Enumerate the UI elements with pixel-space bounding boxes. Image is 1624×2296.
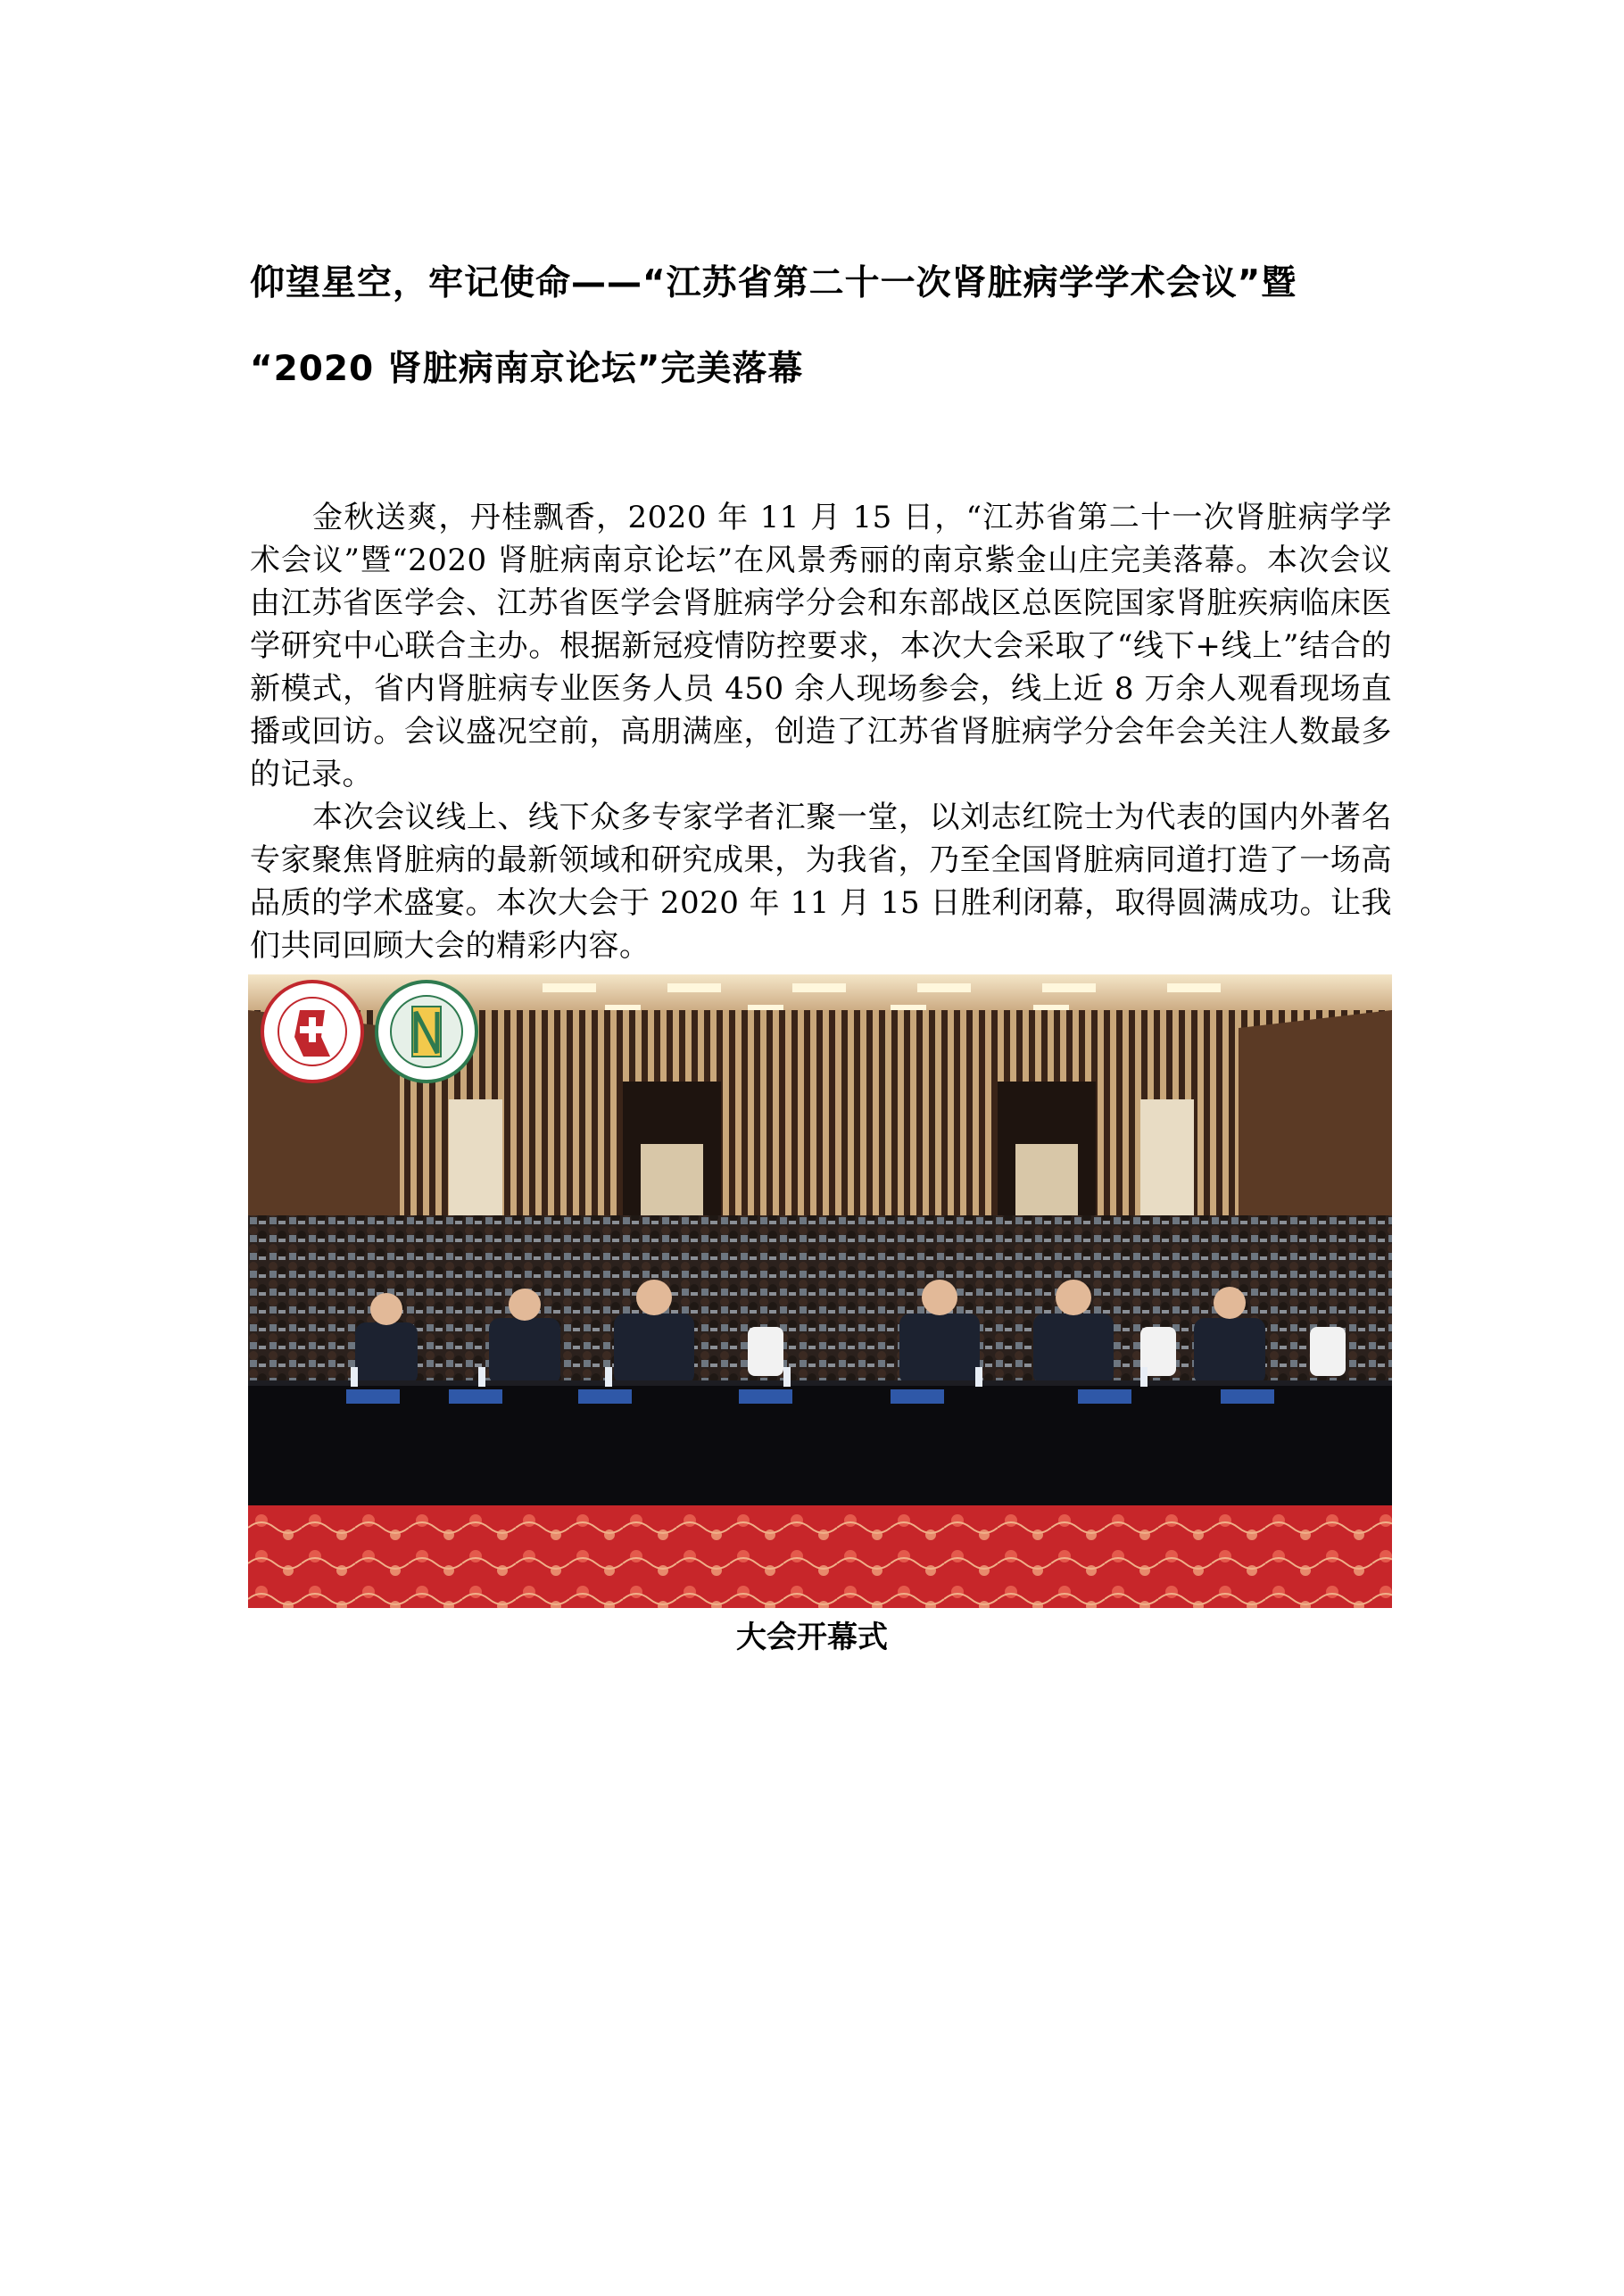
- article-body: [250, 496, 1392, 967]
- paragraph-2: 本次会议线上、线下众多专家学者汇聚一堂，以刘志红院士为代表的国内外著名专家聚焦肾脏病的最新领域和研究成果，为我省，乃至全国肾脏病同道打造了一场高品质的学术盛宴。本次大会于 2020 年 11 月 15 日胜利闭幕，取得圆满成功。让我们共同回顾大会的精彩内容。: [250, 800, 1392, 964]
- article-title-line1: 仰望星空，牢记使命——“江苏省第二十一次肾脏病学学术会议”暨: [250, 263, 1297, 303]
- paragraph-1: 金秋送爽，丹桂飘香，2020 年 11 月 15 日，“江苏省第二十一次肾脏病学学术会议”暨“2020 肾脏病南京论坛”在风景秀丽的南京紫金山庄完美落幕。本次会议由江苏省医学会、江苏省医学会肾脏病学分会和东部战区总医院国家肾脏疾病临床医学研究中心联合主办。根据新冠疫情防控要求，本次大会采取了“线下+线上”结合的新模式，省内肾脏病专业医务人员 450 余人现场参会，线上近 8 万余人观看现场直播或回访。会议盛况空前，高朋满座，创造了江苏省肾脏病学分会年会关注人数最多的记录。: [250, 500, 1392, 792]
- article-title-line2: “2020 肾脏病南京论坛”完美落幕: [250, 349, 804, 389]
- photo-caption: 大会开幕式: [736, 1620, 888, 1655]
- nephrology-center-logo: [377, 982, 476, 1082]
- conference-photo: [248, 974, 1392, 1608]
- jiangsu-medical-association-logo: [262, 982, 362, 1082]
